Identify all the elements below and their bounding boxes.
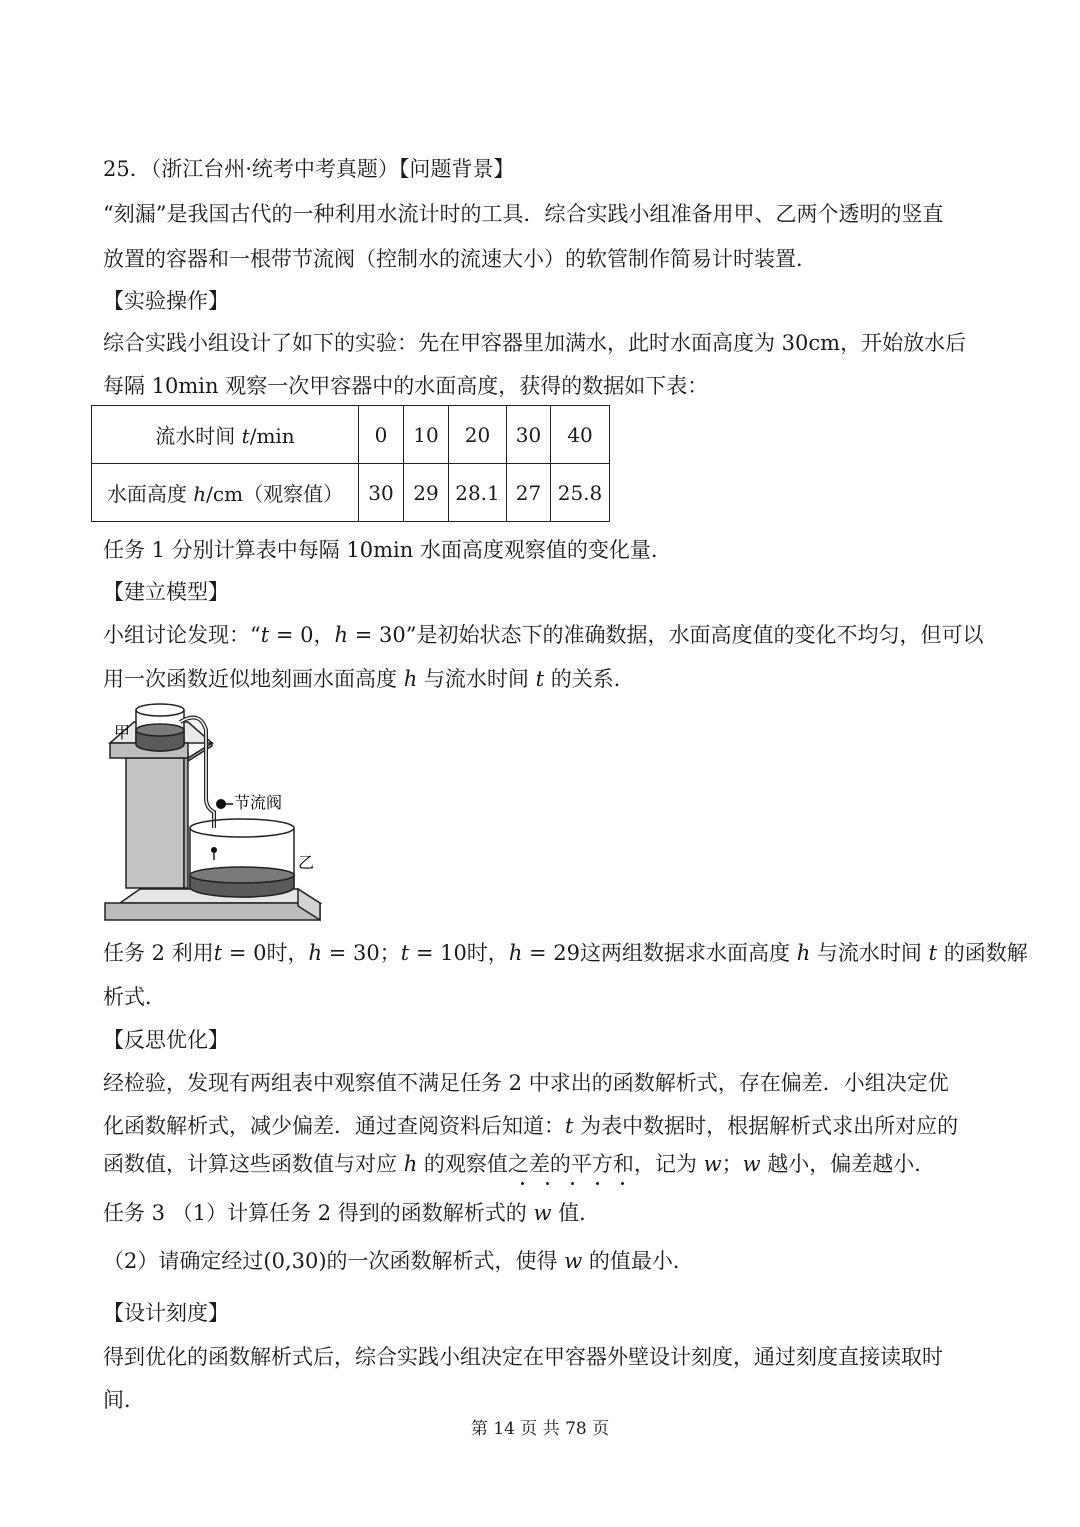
table-row-height [92, 464, 610, 522]
base-front [105, 903, 320, 920]
page-footer: 第 14 页 共 78 页 [470, 1419, 610, 1439]
label-yi: 乙 [298, 855, 315, 872]
pillar-side [184, 754, 188, 888]
section-model: 【建立模型】 [103, 580, 229, 604]
task-3-line-1: 任务 3 （1）计算任务 2 得到的函数解析式的 w 值． [103, 1201, 601, 1225]
model-line-1: 小组讨论发现：“t = 0，h = 30”是初始状态下的准确数据，水面高度值的变化不均匀，但可以 [103, 623, 984, 647]
task-2-line-1: 任务 2 利用t = 0时，h = 30；t = 10时，h = 29这两组数据求水面高度 h 与流水时间 t 的函数解 [103, 941, 1028, 965]
table-cell: 25.8 [551, 464, 610, 522]
pillar-front [126, 758, 184, 888]
table-cell: 29 [404, 464, 449, 522]
table-cell: 28.1 [449, 464, 507, 522]
section-experiment: 【实验操作】 [103, 289, 229, 313]
background-line-1: “刻漏”是我国古代的一种利用水流计时的工具．综合实践小组准备用甲、乙两个透明的竖直 [103, 202, 944, 226]
section-reflect: 【反思优化】 [103, 1028, 229, 1052]
table-cell: 20 [449, 406, 507, 464]
table-cell: 30 [507, 406, 551, 464]
reflect-line-1: 经检验，发现有两组表中观察值不满足任务 2 中求出的函数解析式，存在偏差．小组决定优 [103, 1071, 949, 1095]
section-design: 【设计刻度】 [103, 1301, 229, 1325]
label-valve: 节流阀 [234, 795, 283, 812]
reflect-line-2: 化函数解析式，减少偏差．通过查阅资料后知道：t 为表中数据时，根据解析式求出所对应的 [103, 1114, 959, 1138]
task-3-line-2: （2）请确定经过(0,30)的一次函数解析式，使得 w 的值最小． [103, 1249, 694, 1273]
table-cell: 0 [359, 406, 404, 464]
table-row-time [92, 406, 610, 464]
row-label-height: 水面高度 h/cm（观察值） [92, 464, 359, 522]
task-2-line-2: 析式． [103, 985, 166, 1009]
design-line-1: 得到优化的函数解析式后，综合实践小组决定在甲容器外壁设计刻度，通过刻度直接读取时 [103, 1345, 943, 1369]
emphasis-dotted: 之差的平方和 [507, 1152, 634, 1176]
problem-header: 25．（浙江台州·统考中考真题）【问题背景】 [103, 157, 515, 181]
experiment-line-1: 综合实践小组设计了如下的实验：先在甲容器里加满水，此时水面高度为 30cm，开始放水后 [103, 331, 967, 355]
container-yi [190, 819, 294, 897]
table-cell: 30 [359, 464, 404, 522]
reflect-line-3: 函数值，计算这些函数值与对应 h 的观察值之差的平方和，记为 w；w 越小，偏差越小． [103, 1152, 936, 1176]
observation-table [91, 405, 610, 522]
table-cell: 40 [551, 406, 610, 464]
water-clock-apparatus-figure [100, 700, 340, 925]
design-line-2: 间． [103, 1388, 145, 1412]
platform-side [188, 743, 212, 761]
experiment-line-2: 每隔 10min 观察一次甲容器中的水面高度，获得的数据如下表： [103, 374, 709, 398]
table-cell: 10 [404, 406, 449, 464]
model-line-2: 用一次函数近似地刻画水面高度 h 与流水时间 t 的关系． [103, 667, 635, 691]
task-1: 任务 1 分别计算表中每隔 10min 水面高度观察值的变化量． [103, 538, 672, 562]
label-jia: 甲 [114, 725, 131, 742]
container-jia [136, 704, 184, 751]
background-line-2: 放置的容器和一根带节流阀（控制水的流速大小）的软管制作简易计时装置． [103, 247, 817, 271]
row-label-time: 流水时间 t/min [92, 406, 359, 464]
table-cell: 27 [507, 464, 551, 522]
